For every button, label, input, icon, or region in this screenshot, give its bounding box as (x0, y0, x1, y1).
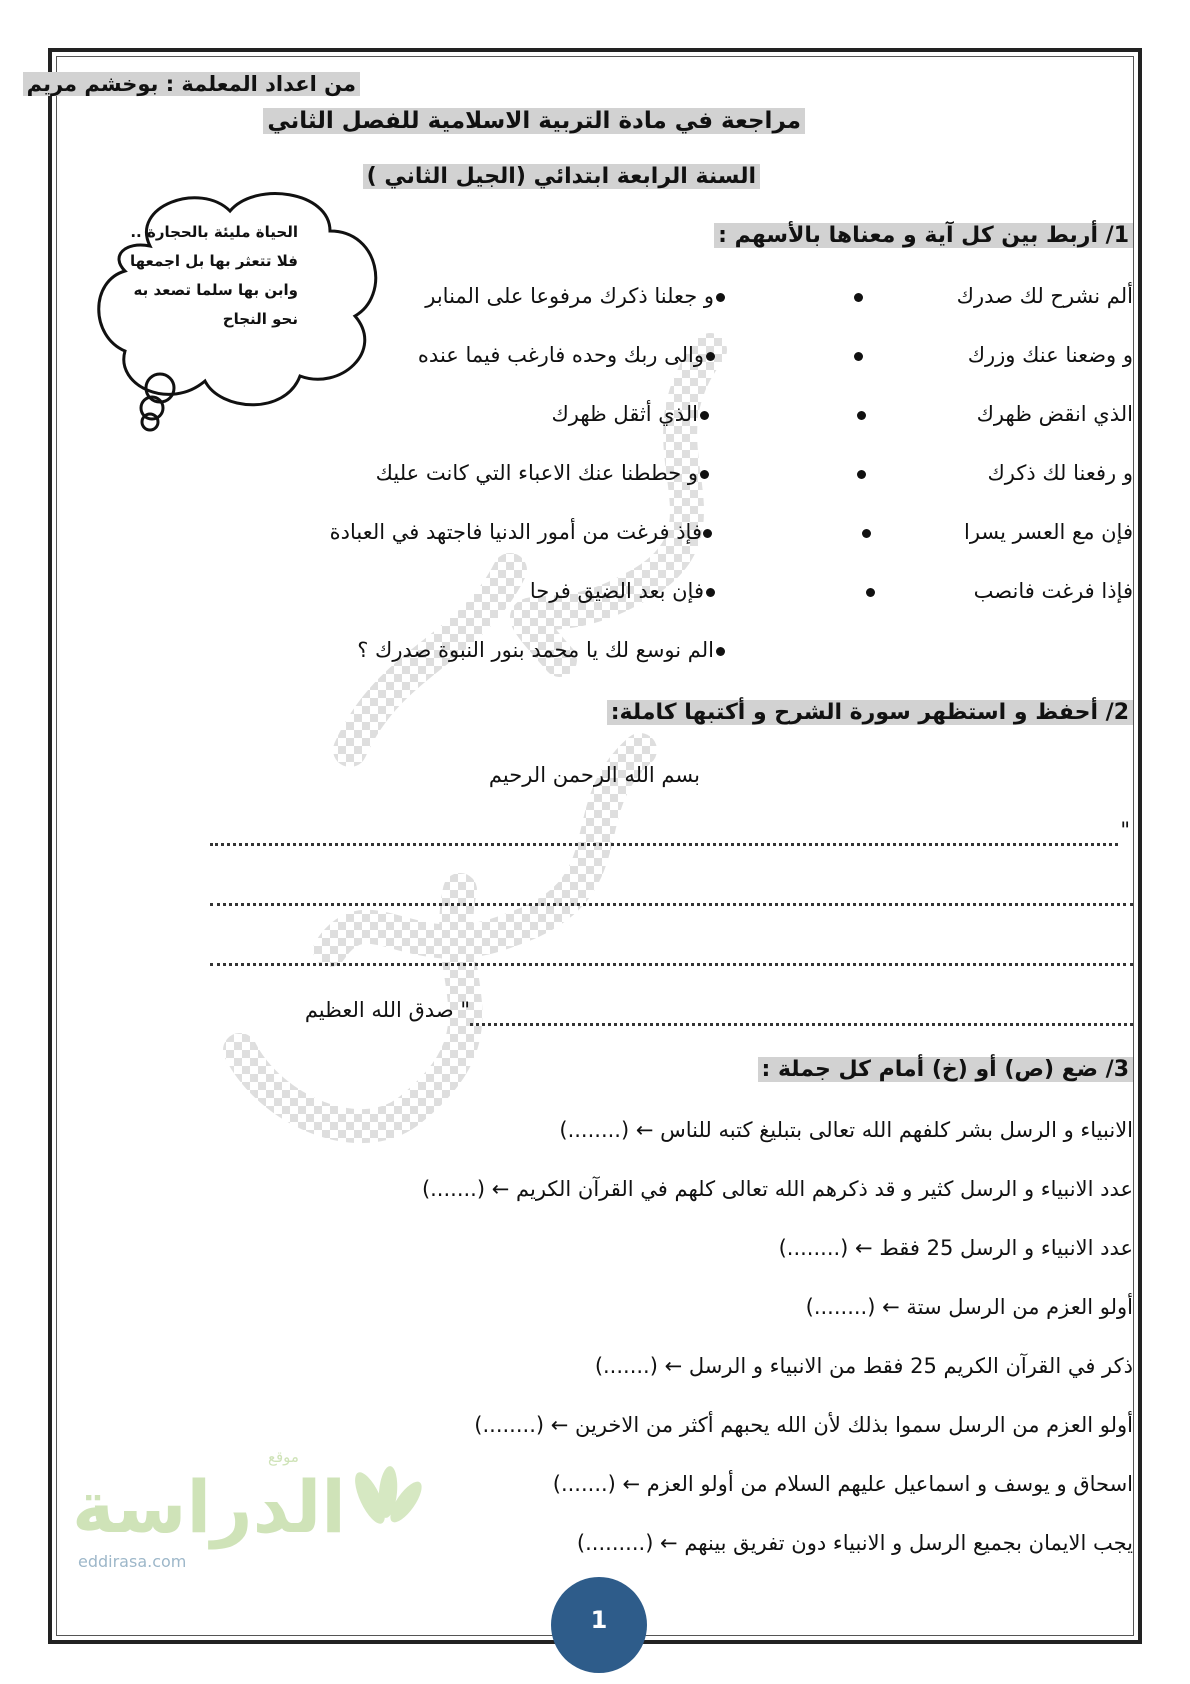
verse-bullet[interactable] (857, 411, 866, 420)
meaning-bullet[interactable] (700, 411, 709, 420)
meaning-item: والى ربك وحده فارغب فيما عنده (417, 343, 704, 367)
page-subtitle: السنة الرابعة ابتدائي (الجيل الثاني ) (363, 164, 760, 189)
q3-heading: 3/ ضع (ص) أو (خ) أمام كل جملة : (758, 1057, 1134, 1082)
closing-phrase: " صدق الله العظيم (304, 998, 470, 1022)
meaning-bullet[interactable] (700, 470, 709, 479)
meaning-bullet[interactable] (706, 588, 715, 597)
meaning-bullet[interactable] (703, 529, 712, 538)
verse-item: و رفعنا لك ذكرك (987, 461, 1133, 485)
watermark-pattern (210, 330, 770, 1170)
meaning-bullet[interactable] (706, 352, 715, 361)
statement-item: الانبياء و الرسل بشر كلفهم الله تعالى بتبليغ كتبه للناس ← (........) (559, 1118, 1133, 1142)
statement-item: يجب الايمان بجميع الرسل و الانبياء دون تفريق بينهم ← (.........) (576, 1531, 1133, 1555)
cloud-line: فلا تتعثر بها بل اجمعها (130, 252, 298, 270)
q1-heading: 1/ أربط بين كل آية و معناها بالأسهم : (714, 223, 1133, 248)
statement-item: عدد الانبياء و الرسل 25 فقط ← (........) (778, 1236, 1133, 1260)
meaning-item: و جعلنا ذكرك مرفوعا على المنابر (425, 284, 714, 308)
meaning-bullet[interactable] (716, 647, 725, 656)
verse-item: فإن مع العسر يسرا (964, 520, 1133, 544)
statement-item: أولو العزم من الرسل سموا بذلك لأن الله يحبهم أكثر من الاخرين ← (........) (474, 1413, 1133, 1437)
teacher-credit: من اعداد المعلمة : بوخشم مريم (23, 72, 360, 96)
verse-bullet[interactable] (854, 352, 863, 361)
writing-line[interactable] (210, 903, 1133, 906)
statement-item: ذكر في القرآن الكريم 25 فقط من الانبياء و الرسل ← (.......) (594, 1354, 1133, 1378)
verse-bullet[interactable] (866, 588, 875, 597)
logo-label: موقع (268, 1448, 299, 1466)
open-quote: " (1120, 818, 1130, 842)
meaning-item: فإذ فرغت من أمور الدنيا فاجتهد في العبادة (329, 520, 702, 544)
logo-url: eddirasa.com (78, 1552, 187, 1571)
verse-bullet[interactable] (857, 470, 866, 479)
meaning-bullet[interactable] (716, 293, 725, 302)
statement-item: اسحاق و يوسف و اسماعيل عليهم السلام من أولو العزم ← (.......) (552, 1472, 1133, 1496)
verse-item: فإذا فرغت فانصب (973, 579, 1133, 603)
statement-item: عدد الانبياء و الرسل كثير و قد ذكرهم الله تعالى كلهم في القرآن الكريم ← (.......) (421, 1177, 1133, 1201)
statement-item: أولو العزم من الرسل ستة ← (........) (805, 1295, 1133, 1319)
meaning-item: و حططنا عنك الاعباء التي كانت عليك (375, 461, 698, 485)
cloud-quote (110, 218, 298, 334)
meaning-item: الم نوسع لك يا محمد بنور النبوة صدرك ؟ (357, 638, 714, 662)
verse-item: ألم نشرح لك صدرك (956, 284, 1133, 308)
cloud-line: الحياة مليئة بالحجارة .. (130, 223, 298, 241)
q2-heading: 2/ أحفظ و استظهر سورة الشرح و أكتبها كاملة: (607, 700, 1133, 725)
meaning-item: الذي أثقل ظهرك (551, 402, 698, 426)
writing-line[interactable] (470, 1023, 1133, 1026)
cloud-line: وابن بها سلما تصعد به (133, 281, 298, 299)
verse-bullet[interactable] (862, 529, 871, 538)
writing-line[interactable] (210, 843, 1118, 846)
verse-bullet[interactable] (854, 293, 863, 302)
page-number-badge: 1 (551, 1577, 647, 1673)
verse-item: و وضعنا عنك وزرك (967, 343, 1133, 367)
writing-line[interactable] (210, 963, 1133, 966)
basmala: بسم الله الرحمن الرحيم (488, 763, 700, 787)
cloud-line: نحو النجاح (222, 310, 298, 328)
page-title: مراجعة في مادة التربية الاسلامية للفصل الثاني (263, 108, 805, 134)
verse-item: الذي انقض ظهرك (976, 402, 1133, 426)
meaning-item: فإن بعد الضيق فرحا (529, 579, 704, 603)
logo-wordmark: الدراسة (72, 1465, 346, 1549)
